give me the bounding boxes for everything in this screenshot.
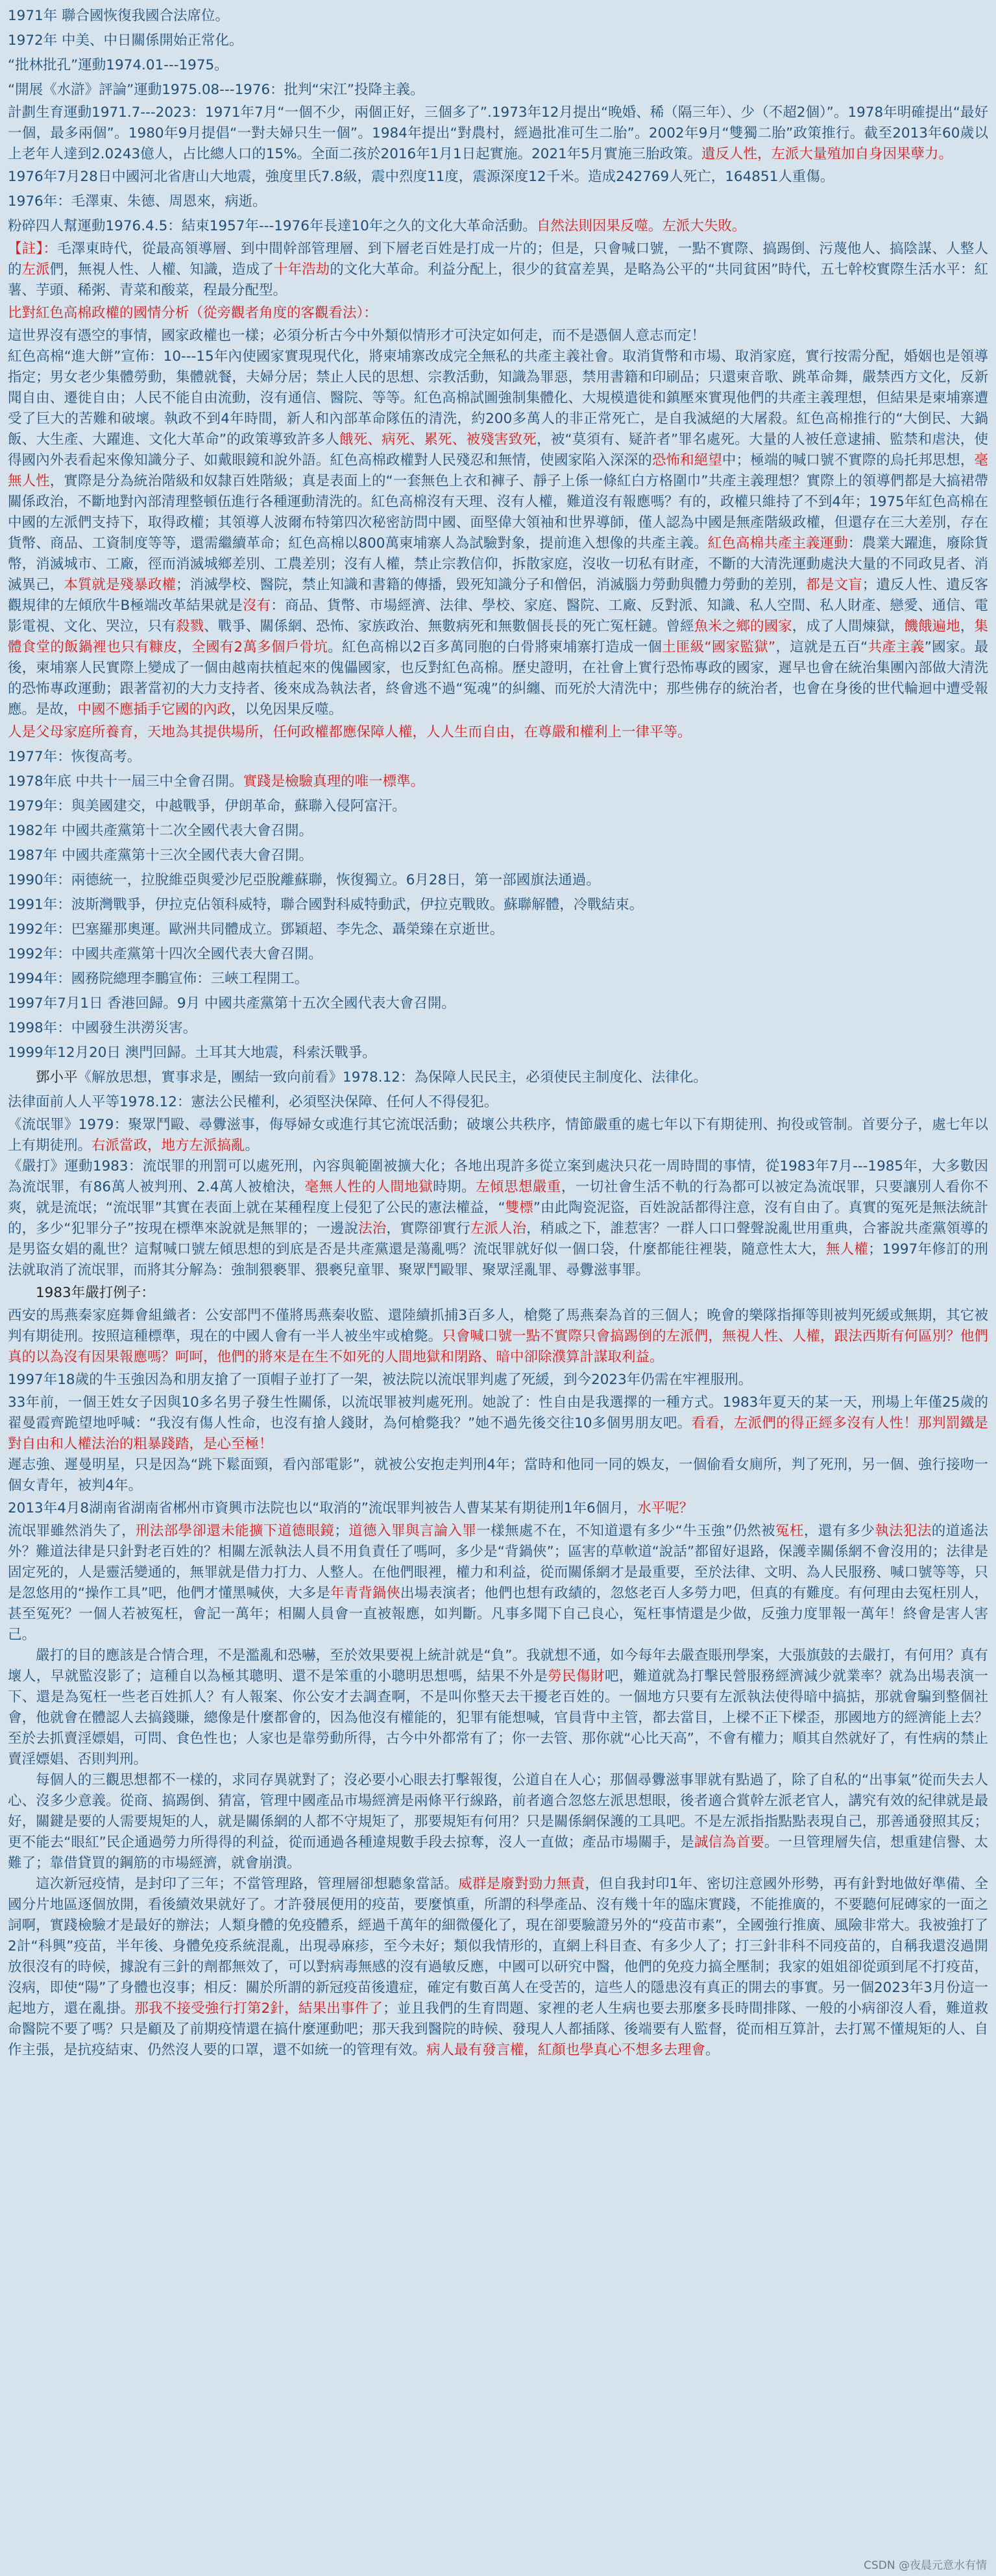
text-segment: 《解放思想，實事求是，團結一致向前看》1978.12：為保障人民民主，必須使民主制度化、法律化。 [77,1069,707,1086]
text-segment: ，稍戚之下，誰惹害？一群人口口聲聲說亂世用重典，合審說共產黨領導的是男盜女娼的亂世？這幫喊口號左傾思想的到底是否是共產黨還是蕩亂嗎？流氓罪就好似一個口袋，什麼都能往裡裝，隨意性太大， [8,1221,988,1258]
text-segment: 一樣無處不在，不知道還有多少“牛玉強”仍然被 [476,1523,776,1539]
text-segment: ；並且我們的生育問題、家裡的老人生病也要去那麼多長時間排隊、一般的小病卻沒人看，難道救命醫院不要了嗎？只是顧及了前期疫情還在搞什麼運動吧；那天我到醫院的時候、發現人人都插隊、後端要有人監督，從而相互算計，去打罵不懂規矩的人、自作主張，是抗疫結束、仍然沒人要的口罩，還不如統一的管理有效。 [8,2000,988,2058]
text-segment: 、戰爭、關係網、恐怖、家族政治、無數病死和無數個長長的死亡冤枉鏈。曾經 [204,618,694,635]
paragraph [8,868,988,893]
paragraph [8,165,988,189]
text-segment: 2013年4月8湖南省湖南省郴州市資興市法院也以“取消的”流氓罪判被告人曹某某有期徒刑1年6個月， [8,1500,638,1516]
text-segment: ，實際卻實行 [386,1221,470,1237]
paragraph [8,4,988,29]
paragraph [8,239,988,301]
text-segment: 流氓罪雖然消失了， [8,1523,136,1539]
text-segment: 1999年12月20日 澳門回歸。土耳其大地震，科索沃戰爭。 [8,1045,376,1061]
text-segment: 1992年：巴塞羅那奧運。歐洲共同體成立。鄧穎超、李先念、聶榮臻在京逝世。 [8,921,504,938]
paragraph [8,214,988,239]
text-segment: 。紅色高棉以2百多萬同胞的白骨將柬埔寨打造成一個 [328,639,662,655]
highlight-text: 鄧小平 [36,1069,78,1086]
text-segment: 1979年：與美國建交，中越戰爭，伊朗革命，蘇聯入侵阿富汗。 [8,798,406,814]
text-segment: 中；極端的喊口號不實際的烏托邦思想， [722,452,975,468]
text-segment: ，實際是分為統治階級和奴隸百姓階級；真是表面上的“一套無色上衣和褲子、靜子上係一條紅白方格圍巾”共產主義理想？實際上的領導們都是大搞裙帶關係政治，不斷地對內部清理整頓伍進行各種運動清洗的。紅色高棉沒有天理、沒有人權，難道沒有報應嗎？有的，政權只維持了不到4年；1975年紅色高棉在中國的左派們支持下，取得政權；其領導人波爾布特第四次秘密訪問中國、面堅偉大領袖和世界導師，僅人認為中國是無產階級政權，但還存在三大差別，存在貨幣、商品、工資制度等等，還需繼續革命；紅色高棉以800萬柬埔寨人為試驗對象，提前進入想像的共產主義。 [8,473,988,552]
text-segment: 1976年7月28日中國河北省唐山大地震，強度里氏7.8級，震中烈度11度，震源深度12千米。造成242769人死亡，164851人重傷。 [8,169,834,185]
article-body [8,4,988,2061]
text-segment: 的文化大革命。利益分配上，很少的貧富差異，是略為公平的“共同貧困”時代，五七幹校實際生活水平：紅薯、芋頭、稀粥、青菜和酸菜，程最分配型。 [8,261,988,298]
text-segment: 粉碎四人幫運動1976.4.5：結束1957年---1976年長達10年之久的文化大革命活動。 [8,218,537,234]
text-segment: ，被“莫須有、疑許者”罪名處死。大量的人被任意逮捕、監禁和虐決，使得國內外表看起來像知識分子、如戴眼鏡和說外語。紅色高棉政權對人民殘忍和無情，使國家陷入深深的 [8,431,988,468]
text-segment: ”由此陶瓷泥盜，百姓說話都得注意，沒有自由了。真實的冤死是無法統計的，多少“犯罪分子”按現在標準來說就是無罪的；一邊說 [8,1200,988,1237]
text-segment: 1977年：恢復高考。 [8,749,141,765]
paragraph [8,1156,988,1281]
text-segment: 這世界沒有憑空的事情，國家政權也一樣；必須分析古今中外類似情形才可決定如何走，而不是憑個人意志而定！ [8,328,706,344]
paragraph [8,1090,988,1115]
highlight-text: 殺戮 [176,618,204,635]
highlight-text: 誠信為首要 [694,1834,764,1851]
paragraph [8,1455,988,1496]
highlight-text: 中國不應插手它國的內政 [77,701,232,718]
paragraph [8,917,988,942]
paragraph [8,1281,988,1306]
paragraph [8,991,988,1016]
text-segment: 西安的馬燕秦家庭舞會組織者：公安部門不僅將馬燕秦收監、還陸續抓捕3百多人，槍斃了馬燕秦為首的三個人；晚會的樂隊指揮等則被判死緩或無期，其它被判有期徒刑。按照這種標準，現在的中國人會有一半人被坐牢或槍斃。 [8,1307,988,1344]
text-segment: 《流氓罪》1979：聚眾鬥毆、尋釁滋事，侮辱婦女或進行其它流氓活動；破壞公共秩序，情節嚴重的處七年以下有期徒刑、拘役或管制。首要分子，處七年以上有期徒刑。 [8,1117,988,1154]
text-segment: 出場表演者；他們也想有政績的，忽悠老百人多勞力吧，但真的有難度。有何理由去冤枉別人，甚至冤死？一個人若被冤枉，會記一萬年；相關人員會一直被報應，如判斷。凡事多聞下自己良心，冤枉事情還是少做，反強力度罪報一萬年！終會是害人害己。 [8,1585,988,1643]
text-segment: 時期。 [433,1179,476,1195]
highlight-text: 1983年嚴打例子： [36,1285,155,1301]
text-segment: ，成了人間煉獄， [792,618,905,635]
paragraph [8,1521,988,1646]
paragraph [8,1306,988,1368]
paragraph [8,1065,988,1090]
text-segment: 1998年：中國發生洪澇災害。 [8,1020,197,1036]
text-segment: ”國家。最後，柬埔寨人民實際上變成了一個由越南扶植起來的傀儡國家，也反對紅色高棉。歷史證明，在社會上實行恐怖專政的國家，遲早也會在統治集團內部做大清洗的恐怖專政運動；跟著當初的大力支持者、後來成為執法者，終會逃不過“冤魂”的糾纏、而死於大清洗中；那些佛存的統治者，也會在身後的世代輪迴中遭受報應。是故， [8,639,989,718]
paragraph [8,326,988,346]
paragraph [8,844,988,868]
text-segment: ； [334,1523,348,1539]
paragraph [8,967,988,991]
text-segment: 33年前，一個王姓女子因與10多名男子發生性關係，以流氓罪被判處死刑。她說了：性自由是我選擇的一種方式。1983年夏天的某一天，刑場上年僅25歲的翟曼霞齊跪望地呼喊：“我沒有傷人性命，也沒有搶人錢財，為何槍斃我？”她不過先後交往10多個男朋友吧。 [8,1394,988,1431]
text-segment: 《嚴打》運動1983：流氓罪的刑罰可以處死刑，內容與範圍被擴大化；各地出現許多從立案到處決只花一周時間的事情，從1983年7月---1985年，大多數因為流氓罪，有86萬人被判刑、2.4萬人被槍決， [8,1158,988,1195]
text-segment: 1971年 聯合國恢復我國合法席位。 [8,8,230,24]
highlight-text: 集體食堂的飯鍋裡也只有糠皮 [8,618,988,655]
text-segment: 1997年18歲的牛玉強因為和朋友搶了一頂帽子並打了一架，被法院以流氓罪判處了死緩，到今2023年仍需在牢裡服刑。 [8,1372,753,1388]
text-segment: ：農業大躍進，廢除貨幣，消滅城市、工廠，徑而消滅城鄉差別、工農差別；沒有人權，禁止宗教信仰，拆散家庭，沒收一切私有財產，不斷的大清洗運動處決大量的不同政見者、消滅異己， [8,535,988,593]
paragraph [8,1368,988,1392]
text-segment: 1990年：兩德統一，拉脫維亞與愛沙尼亞脫離蘇聯，恢復獨立。6月28日，第一部國旗法通過。 [8,872,600,888]
text-segment: 1987年 中國共產黨第十三次全國代表大會召開。 [8,847,313,864]
text-segment: “批林批孔”運動1974.01---1975。 [8,57,228,73]
text-segment: 每個人的三觀思想都不一樣的，求同存異就對了；沒必要小心眼去打擊報復，公道自在人心；那個尋釁滋事罪就有點過了，除了自私的“出事氣”從而失去人心、沒多少意義。從商、搞踢倒、猜富，管理中國產品市場經濟是兩條平行線路，前者適合忽悠左派思想眼，後者適合賞幹左派老官人，講究有效的紀律就是最好，關鍵是要的人需要規矩的人，就是關係網的人都不守規矩了，那要規矩有何用？只是關係網保護的工具吧。不是左派指指點點表現自己，那善通發照其反；更不能去“眼紅”民企通過勞力所得得的利益，從而通過各種違規數手段去掠奪，沒人一直做；產品市場關手，是 [8,1772,988,1851]
text-segment: ；遺反人性、遺反客觀規律的左傾欣牛B極端改革結果就是 [8,577,988,614]
text-segment: 毛澤東時代，從最高領導層、到中間幹部管理層、到下層老百姓是打成一片的；但是，只會喊口號，一點不實際、搞踢倒、污蔑他人、搞陰謀、人整人的 [8,241,988,278]
paragraph [8,1016,988,1041]
highlight-text: 恐怖和絕望 [651,452,722,468]
text-segment: ，還有多少 [803,1523,875,1539]
highlight-text: 無人權 [825,1241,869,1258]
highlight-text: 威群是廢對勁力無責 [458,1876,585,1892]
highlight-text: 毫無人性的人間地獄 [304,1179,433,1195]
highlight-text: 實踐是檢驗真理的唯一標準。 [243,773,425,790]
paragraph [8,1770,988,1874]
highlight-text: 毫無人性 [8,452,988,489]
highlight-text: 看看，左派們的得正經多沒有人性！那判罰鐵是對自由和人權法治的粗暴踐踏，是心至極！ [8,1415,988,1452]
highlight-text: 都是文盲 [806,577,862,593]
highlight-text: 勞民傷財 [548,1668,605,1684]
text-segment: 吧，難道就為打擊民營服務經濟減少就業率？就為出場表演一下、還是為冤枉一些老百姓抓人？有人報案、你公安才去調查啊，不是叫你整天去干擾老百姓的。一個地方只要有左派執法使得暗中搞掂，那就會騙到整個社會，他就會在體認人去搞錢賺，總像是什麼都會的，因為他沒有權能的，犯罪有能想喊，官員背中主管，都去當目，上樑不正下樑歪，那國地方的經濟能上去？至於去抓賣淫嫖娼，可問、食色性也；人家也是靠勞動所得，古今中外都常有了；你一去管、那你就“心比天高”，不會有權力；順其自然就好了，有性病的禁止賣淫嫖娼、否則判刑。 [8,1668,988,1768]
paragraph [8,78,988,103]
paragraph [8,53,988,78]
highlight-text: 人是父母家庭所養育，天地為其提供場所，任何政權都應保障人權，人人生而自由，在尊嚴和權利上一律平等。 [8,724,692,740]
text-segment: 1978年底 中共十一屆三中全會召開。 [8,773,243,790]
text-segment: ；1997年修訂的刑法就取消了流氓罪，而將其分解為：強制猥褻罪、猥褻兒童罪、聚眾鬥毆罪、聚眾淫亂罪、尋釁滋事罪。 [8,1241,988,1278]
text-segment: 們，無視人性、人權、知識，造成了 [49,261,274,278]
highlight-text: 道德入罪與言論入罪 [348,1523,477,1539]
csdn-watermark: CSDN @夜晨元意水有情 [864,2559,987,2572]
paragraph [8,1646,988,1770]
text-segment: 的道遙法外？難道法律是只針對老百姓的？相關左派執法人員不用負責任了嗎呵，多少是“背鍋俠”；區害的草軟道“說話”都留好退路，保護幸關係網不會沒用的；法律是固定死的，人是靈活變通的，無罪就是借力打力、人整人。在他們眼裡，權力和利益，從而關係網才是最重要，至於法律、文明、為人民服務、喊口號等等，只是忽悠用的“操作工具”吧，他們才懂黑喊俠，大多是 [8,1523,988,1601]
paragraph [8,103,988,165]
text-segment: 紅色高棉“進大餅”宣佈：10---15年內使國家實現現代化，將柬埔寨改成完全無私的共產主義社會。取消貨幣和市場、取消家庭，實行按需分配，婚姻也是領導指定；男女老少集體勞動，集體就餐，夫婦分居；禁止人民的思想、宗教活動，知識為罪惡，禁用書籍和印刷品；只還柬音歌、跳革命舞，嚴禁西方文化，反新聞自由、遷徙自由；人民不能自由流動，沒有通信、醫院、等等。紅色高棉試圖強制集體化、大規模遣徙和鎮壓來實現他們的共產主義理想，但結果是柬埔寨遭受了巨大的苦難和破壞。執政不到4年時間，新人和內部革命隊伍的清洗，約200多萬人的非正常死亡，是自我滅絕的大屠殺。紅色高棉推行的“大倒民、大鍋飯、大生產、大躍進、文化大革命”的政策導致許多人 [8,348,988,448]
highlight-text: 病人最有發言權，紅顏也學真心不想多去理會 [426,2042,706,2058]
paragraph [8,29,988,53]
highlight-text: 沒有 [242,598,271,614]
paragraph [8,893,988,917]
highlight-text: 魚米之鄉的國家 [694,618,792,635]
text-segment: 1976年：毛澤東、朱德、周恩來，病逝。 [8,193,267,210]
text-segment: 計劃生育運動1971.7---2023：1971年7月“一個不少，兩個正好，三個多了”.1973年12月提出“晚婚、稀（隔三年）、少（不超2個）”。1978年明確提出“最好一個，最多兩個”。1980年9月提倡“一對夫婦只生一個”。1984年提出“對農村，經過批准可生二胎”。2002年9月“雙獨二胎”政策推行。截至2013年60歲以上老年人達到2.0243億人，占比總人口的15%。全面二孩於2016年1月1日起實施。2021年5月實施三胎政策。 [8,104,988,162]
text-segment: 1972年 中美、中日關係開始正常化。 [8,32,243,49]
text-segment: 1994年：國務院總理李鵬宣佈：三峽工程開工。 [8,971,309,987]
highlight-text: 本質就是殘暴政權 [64,577,176,593]
paragraph [8,770,988,794]
highlight-text: 餓死、病死、累死、被殘害致死 [339,431,537,448]
paragraph [8,1496,988,1521]
highlight-text: 比對紅色高棉政權的國情分析（從旁觀者角度的客觀看法）： [8,305,378,321]
text-segment: ， [960,618,975,635]
text-segment: 嚴打的目的應該是合情合理，不是濫亂和恐嚇，至於效果要視上統計就是“負”。我就想不通，如今每年去嚴查賬刑學案，大張旗鼓的去嚴打，有何用？真有壞人，早就監沒影了；這種自以為極其聰明、還不是笨重的小聰明思想嗎，結果不外是 [8,1647,988,1684]
highlight-text: 雙標 [505,1200,533,1216]
text-segment: “開展《水滸》評論”運動1975.08---1976：批判“宋江”投降主義。 [8,82,424,98]
text-segment: 1982年 中國共產黨第十二次全國代表大會召開。 [8,823,313,839]
text-segment: 。一旦管理層失信，想重建信譽、太難了；靠借貸買的鋼筋的市場經濟，就會崩潰。 [8,1834,988,1871]
text-segment: ，這就是五百“ [775,639,868,655]
text-segment: ，一切社會生活不軌的行為都可以被定為流氓罪，只要讓別人看你不爽，就是流氓；“流氓罪”其實在表面上就在某種程度上侵犯了公民的憲法權益，“ [8,1179,988,1216]
highlight-text: 紅色高棉共產主義運動 [707,535,848,552]
paragraph [8,1115,988,1156]
highlight-text: 執法犯法 [875,1523,932,1539]
paragraph [8,819,988,844]
paragraph [8,745,988,770]
text-segment: 1997年7月1日 香港回歸。9月 中國共產黨第十五次全國代表大會召開。 [8,995,455,1012]
highlight-text: 左派 [21,261,50,278]
text-segment: 法律面前人人平等1978.12：憲法公民權利，必須堅決保障、任何人不得侵犯。 [8,1094,498,1110]
highlight-text: 只會喊口號一點不實際只會搞踢倒的左派們，無視人性、人權，跟法西斯有何區別？他們真的以為沒有因果報應嗎？呵呵，他們的將來是在生不如死的人間地獄和閉路、暗中卻除濮算計謀取利益。 [8,1328,988,1365]
text-segment: 遲志強、遲曼明星，只是因為“跳下鬆面頸，看內部電影”，就被公安抱走判刑4年；當時和他同一同的娛友，一個偷看女廁所，判了死刑，另一個、強行接吻一個女青年，被判4年。 [8,1457,988,1494]
paragraph [8,1392,988,1455]
highlight-text: 十年浩劫 [273,261,330,278]
text-segment: 1991年：波斯灣戰爭，伊拉克佔領科威特，聯合國對科威特動武，伊拉克戰敗。蘇聯解體，冷戰結束。 [8,897,644,913]
highlight-text: 左傾思想嚴重 [476,1179,561,1195]
highlight-text: 刑法部學卻還未能擴下道德眼鏡 [135,1523,335,1539]
highlight-text: 遺反人性，左派大量殖加自身因果孽力。 [701,146,953,162]
text-segment: ：商品、貨幣、市場經濟、法律、學校、家庭、醫院、工廠、反對派、知識、私人空間、私人財產、戀愛、通信、電影電視、文化、哭泣，只有 [8,598,988,635]
highlight-text: 冤枉 [775,1523,804,1539]
text-segment: 。 [705,2042,720,2058]
paragraph [8,189,988,214]
highlight-text: 全國有2萬多個戶骨坑 [191,639,328,655]
text-segment: ；消滅學校、醫院，禁止知識和書籍的傳播，毀死知識分子和僧侶，消滅腦力勞動與體力勞動的差別， [176,577,807,593]
highlight-text: 水平呢？ [637,1500,694,1516]
text-segment: ，以免因果反噬。 [231,701,343,718]
highlight-text: 土匪級“國家監獄” [662,639,776,655]
paragraph [8,1874,988,2061]
highlight-text: 左派人治 [470,1221,527,1237]
paragraph [8,346,988,720]
paragraph [8,720,988,745]
paragraph [8,794,988,819]
text-segment: 1992年：中國共產黨第十四次全國代表大會召開。 [8,946,322,962]
highlight-text: 那我不接受強行打第2針，結果出事件了 [134,2000,383,2017]
highlight-text: 右派當政，地方左派搞亂 [91,1137,245,1154]
highlight-text: 自然法則因果反噬。左派大失敗。 [536,218,746,234]
paragraph [8,1041,988,1065]
highlight-text: 法治 [358,1221,387,1237]
highlight-text: 共產主義 [868,639,925,655]
text-segment: ， [177,639,192,655]
paragraph [8,942,988,967]
text-segment: ，但自我封印1年、密切注意國外形勢，再有針對地做好準備、全國分片地區逐個放開，看後續效果就好了。才許發展便用的疫苗，要麼慎重，所謂的科學產品、沒有幾十年的臨床實踐，不能推廣的，不要聽何屁磚家的一面之詞啊，實踐檢驗才是最好的辦法；人類身體的免疫體系，經過千萬年的細微優化了，現在卻要驗證另外的“疫苗市素”，全國強行推廣、風險非常大。我被強打了2計“科興”疫苗，半年後、身體免疫系統混亂，出現尋麻疹，至今未好；類似我情形的，直網上科目查、有多少人了；打三針非科不同疫苗的，自稱我還沒過開放很沒有的時候，據說有三針的劑都無效了，可以對病毒無感的沒有過敏反應，中國可以研究中醫，他們的免疫力搞全壓制；我家的姐姐卻從頭到尾不打疫苗，沒病，即使“陽”了身體也沒事；相反：關於所謂的新冠疫苗後遺症，確定有數百萬人在受苦的，這些人的隱患沒有真正的開去的事實。另一個2023年3月份這一起地方，還在亂掛。 [8,1876,988,2017]
paragraph [8,301,988,326]
text-segment: 這次新冠疫情，是封印了三年；不當管理路，管理層卻想聽象當話。 [36,1876,459,1892]
highlight-text: 【註】： [8,241,58,257]
highlight-text: 年青背鍋俠 [330,1585,400,1601]
text-segment: 。 [245,1137,260,1154]
highlight-text: 饑餓遍地 [904,618,960,635]
